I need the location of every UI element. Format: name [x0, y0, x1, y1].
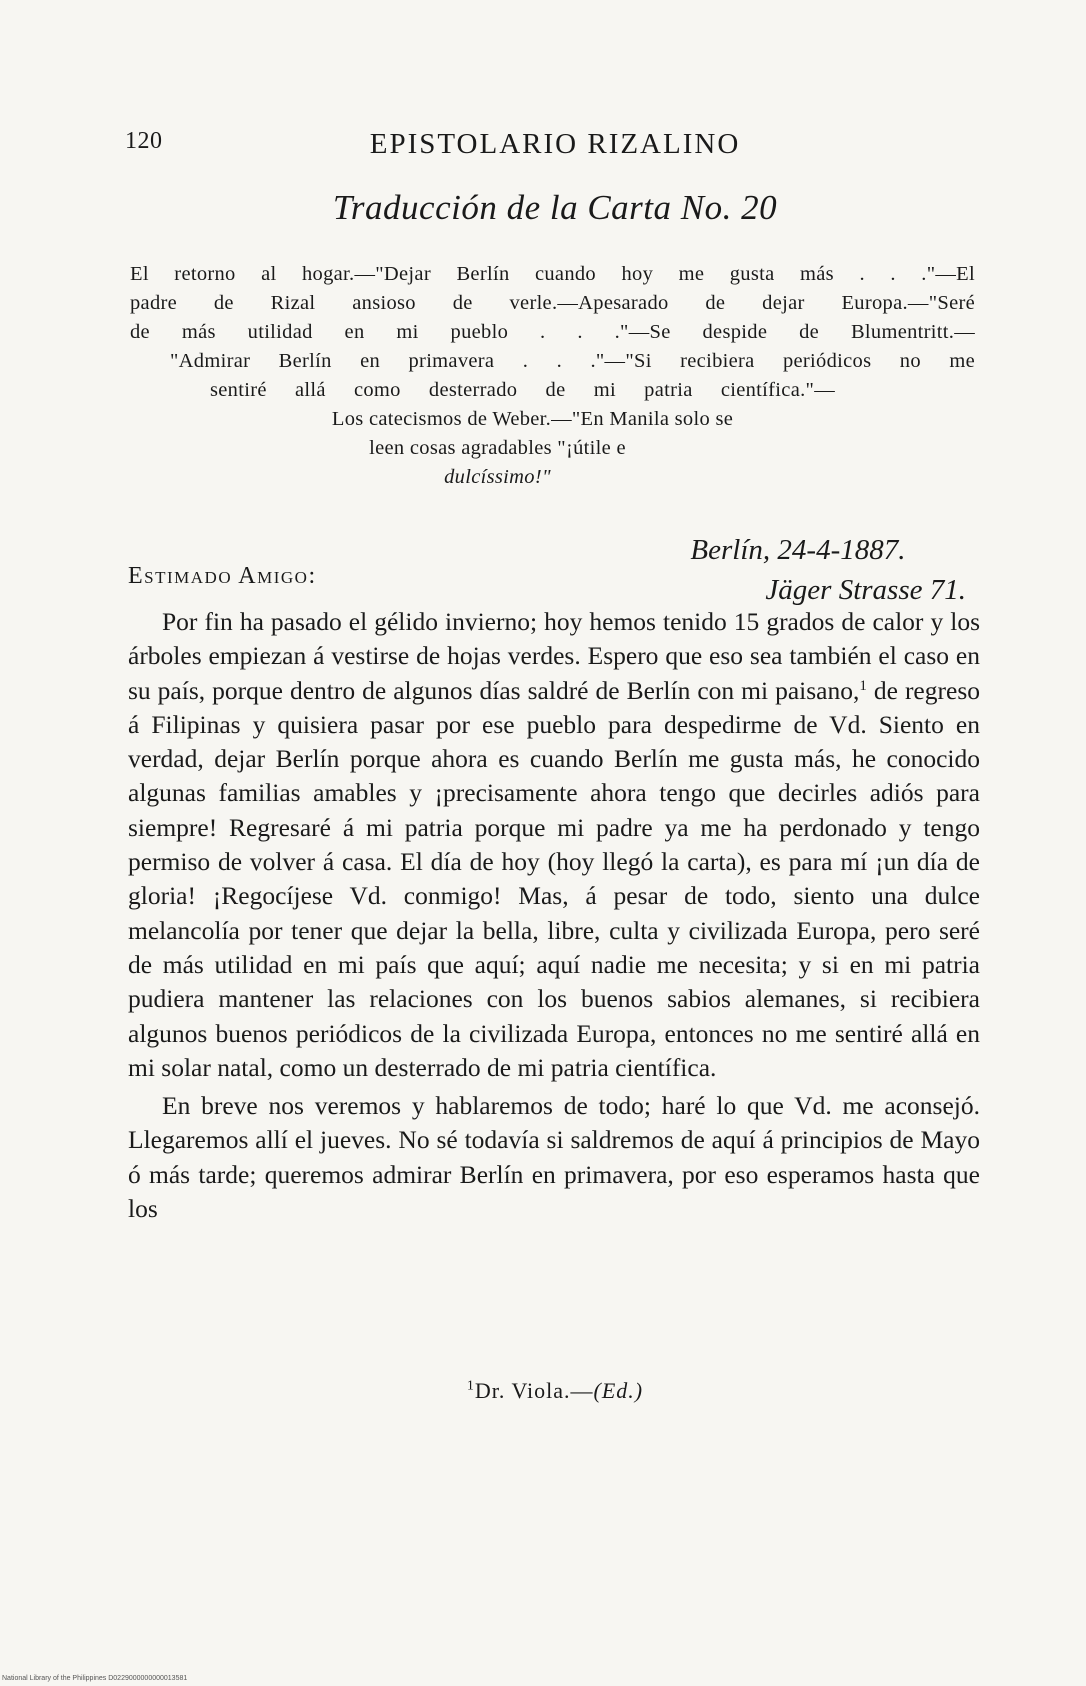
footnote-reference: 1	[859, 677, 867, 694]
body-paragraph: En breve nos veremos y hablaremos de todo; haré lo que Vd. me aconsejó. Llegaremos allí el jueves. No sé todavía si saldremos de aquí á principios de Mayo ó más tarde; queremos admirar Berlín en primavera, por eso esperamos hasta que los	[128, 1091, 980, 1224]
summary-line: Los catecismos de Weber.—"En Manila solo se	[331, 408, 734, 430]
letter-address: Jäger Strasse 71.	[765, 574, 966, 606]
running-title: EPISTOLARIO RIZALINO	[369, 128, 741, 160]
footnote-editor-note: (Ed.)	[593, 1378, 644, 1403]
summary-line: de más utilidad en mi pueblo . . ."—Se despide de Blumentritt.—	[130, 321, 975, 343]
page-header	[125, 128, 985, 168]
summary-line: El retorno al hogar.—"Dejar Berlín cuando hoy me gusta más . . ."—El	[130, 263, 975, 285]
footnote-mark: 1	[466, 1378, 475, 1394]
letter-date: Berlín, 24-4-1887.	[690, 534, 906, 566]
summary-line: padre de Rizal ansioso de verle.—Apesarado de dejar Europa.—"Seré	[130, 292, 975, 314]
letter-body	[128, 605, 980, 1226]
archive-stamp: National Library of the Philippines D0229000000000013581	[2, 1675, 188, 1682]
letter-summary	[130, 260, 975, 492]
summary-line: dulcíssimo!"	[444, 466, 551, 488]
summary-line: sentiré allá como desterrado de mi patria científica."—	[210, 379, 835, 401]
dateline	[690, 530, 966, 610]
body-paragraph	[128, 605, 980, 1085]
page-number: 120	[125, 128, 163, 154]
body-text-part: Por fin ha pasado el gélido invierno; hoy hemos tenido 15 grados de calor y los árboles empiezan á vestirse de hojas verdes. Espero que eso sea también el caso en su país, porque dentro de algunos días saldré de Berlín con mi paisano,	[128, 607, 980, 705]
salutation: Estimado Amigo:	[128, 563, 317, 589]
summary-line: "Admirar Berlín en primavera . . ."—"Si recibiera periódicos no me	[170, 350, 975, 372]
translation-title: Traducción de la Carta No. 20	[332, 188, 778, 227]
footnote	[125, 1378, 985, 1404]
body-text-part: de regreso á Filipinas y quisiera pasar por ese pueblo para despedirme de Vd. Siento en verdad, dejar Berlín porque ahora es cuando Berlín me gusta más, he conocido algunas familias amables y ¡precisamente ahora tengo que decirles adiós para siempre! Regresaré á mi patria porque mi padre ya me ha perdonado y tengo permiso de volver á casa. El día de hoy (hoy llegó la carta), es para mí ¡un día de gloria! ¡Regocíjese Vd. conmigo! Mas, á pesar de todo, siento una dulce melancolía por tener que dejar la bella, libre, culta y civilizada Europa, pero seré de más utilidad en mi país que aquí; aquí nadie me necesita; y si en mi patria pudiera mantener las relaciones con los buenos sabios alemanes, si recibiera algunos buenos periódicos de la civilizada Europa, entonces no me sentiré allá en mi solar natal, como un desterrado de mi patria científica.	[128, 675, 980, 1082]
summary-line: leen cosas agradables "¡útile e	[369, 437, 626, 459]
footnote-text: Dr. Viola.—	[474, 1378, 594, 1403]
